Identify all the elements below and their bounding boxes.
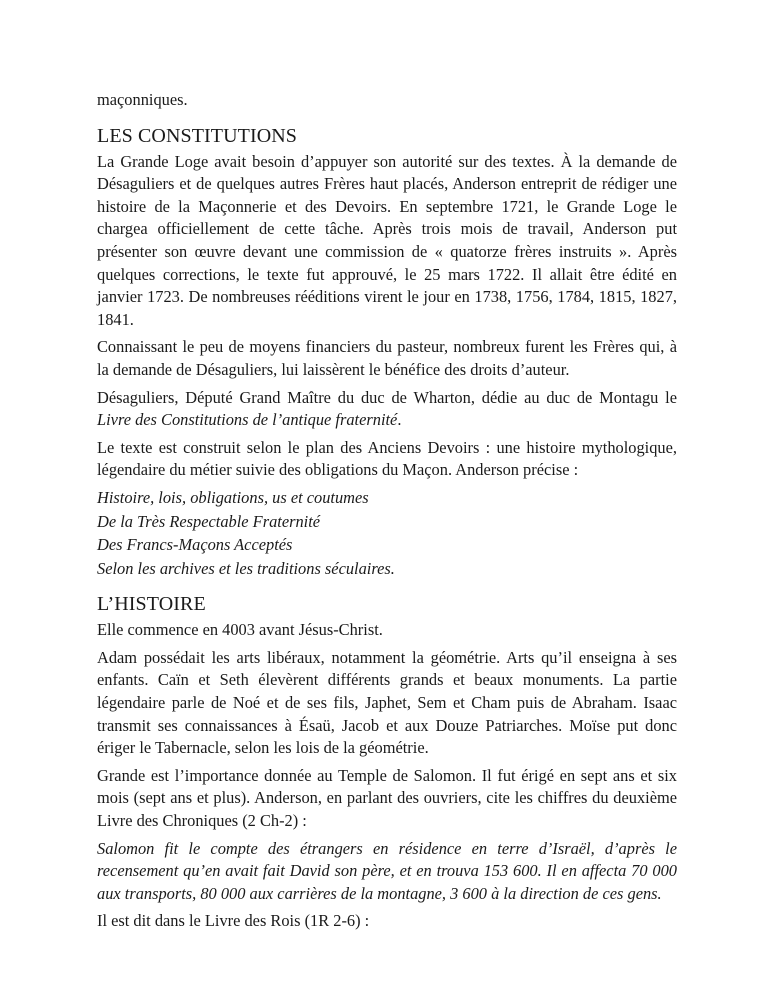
title-line: Selon les archives et les traditions séculaires. <box>97 558 395 578</box>
title-line: Histoire, lois, obligations, us et coutumes <box>97 487 369 507</box>
paragraph-livre-rois: Il est dit dans le Livre des Rois (1R 2-6) : <box>97 911 370 931</box>
heading-constitutions: LES CONSTITUTIONS <box>97 124 298 147</box>
paragraph-adam: Adam possédait les arts libéraux, notamment la géométrie. Arts qu’il enseigna à ses enfants. Caïn et Seth élevèrent différents grands et beaux monuments. La partie légendaire parle de Noé et de ses fils, Japhet, Sem et Cham puis de Abraham. Isaac transmit ses connaissances à Ésaü, Jacob et aux Douze Patriarches. Moïse put donc ériger le Tabernacle, selon les lois de la géométrie. <box>97 647 677 758</box>
dedicace-end: . <box>397 410 402 430</box>
paragraph-moyens-financiers: Connaissant le peu de moyens financiers du pasteur, nombreux furent les Frères qui, à la demande de Désaguliers, lui laissèrent le bénéfice des droits d’auteur. <box>97 337 677 379</box>
dedicace-text: Désaguliers, Député Grand Maître du duc de Wharton, dédie au duc de Montagu le <box>97 387 677 407</box>
book-title: Livre des Constitutions de l’antique fraternité <box>97 410 398 430</box>
paragraph-dedicace <box>97 387 677 432</box>
heading-histoire: L’HISTOIRE <box>97 593 206 616</box>
quote-salomon: Salomon fit le compte des étrangers en résidence en terre d’Israël, d’après le recensement qu’en avait fait David son père, et en trouva 153 600. Il en affecta 70 000 aux transports, 80 000 aux carrières de la montagne, 3 600 à la direction de ces gens. <box>97 838 677 903</box>
paragraph-plan: Le texte est construit selon le plan des Anciens Devoirs : une histoire mythologique, légendaire du métier suivie des obligations du Maçon. Anderson précise : <box>97 437 677 480</box>
paragraph-debut: Elle commence en 4003 avant Jésus-Christ. <box>97 620 383 640</box>
title-line: De la Très Respectable Fraternité <box>97 511 321 531</box>
paragraph-grande-loge: La Grande Loge avait besoin d’appuyer son autorité sur des textes. À la demande de Désaguliers et de quelques autres Frères haut placés, Anderson entreprit de rédiger une histoire de la Maçonnerie et des Devoirs. En septembre 1721, le Grande Loge le chargea officiellement de cette tâche. Après trois mois de travail, Anderson put présenter son œuvre devant une commission de « quatorze frères instruits ». Après quelques corrections, le texte fut approuvé, le 25 mars 1722. Il allait être édité en janvier 1723. De nombreuses rééditions virent le jour en 1738, 1756, 1784, 1815, 1827, 1841. <box>97 151 677 329</box>
paragraph-temple: Grande est l’importance donnée au Temple de Salomon. Il fut érigé en sept ans et six mois (sept ans et plus). Anderson, en parlant des ouvriers, cite les chiffres du deuxième Livre des Chroniques (2 Ch-2) : <box>97 765 677 831</box>
title-line: Des Francs-Maçons Acceptés <box>97 535 293 555</box>
opening-fragment: maçonniques. <box>97 90 188 109</box>
document-page <box>97 84 677 938</box>
